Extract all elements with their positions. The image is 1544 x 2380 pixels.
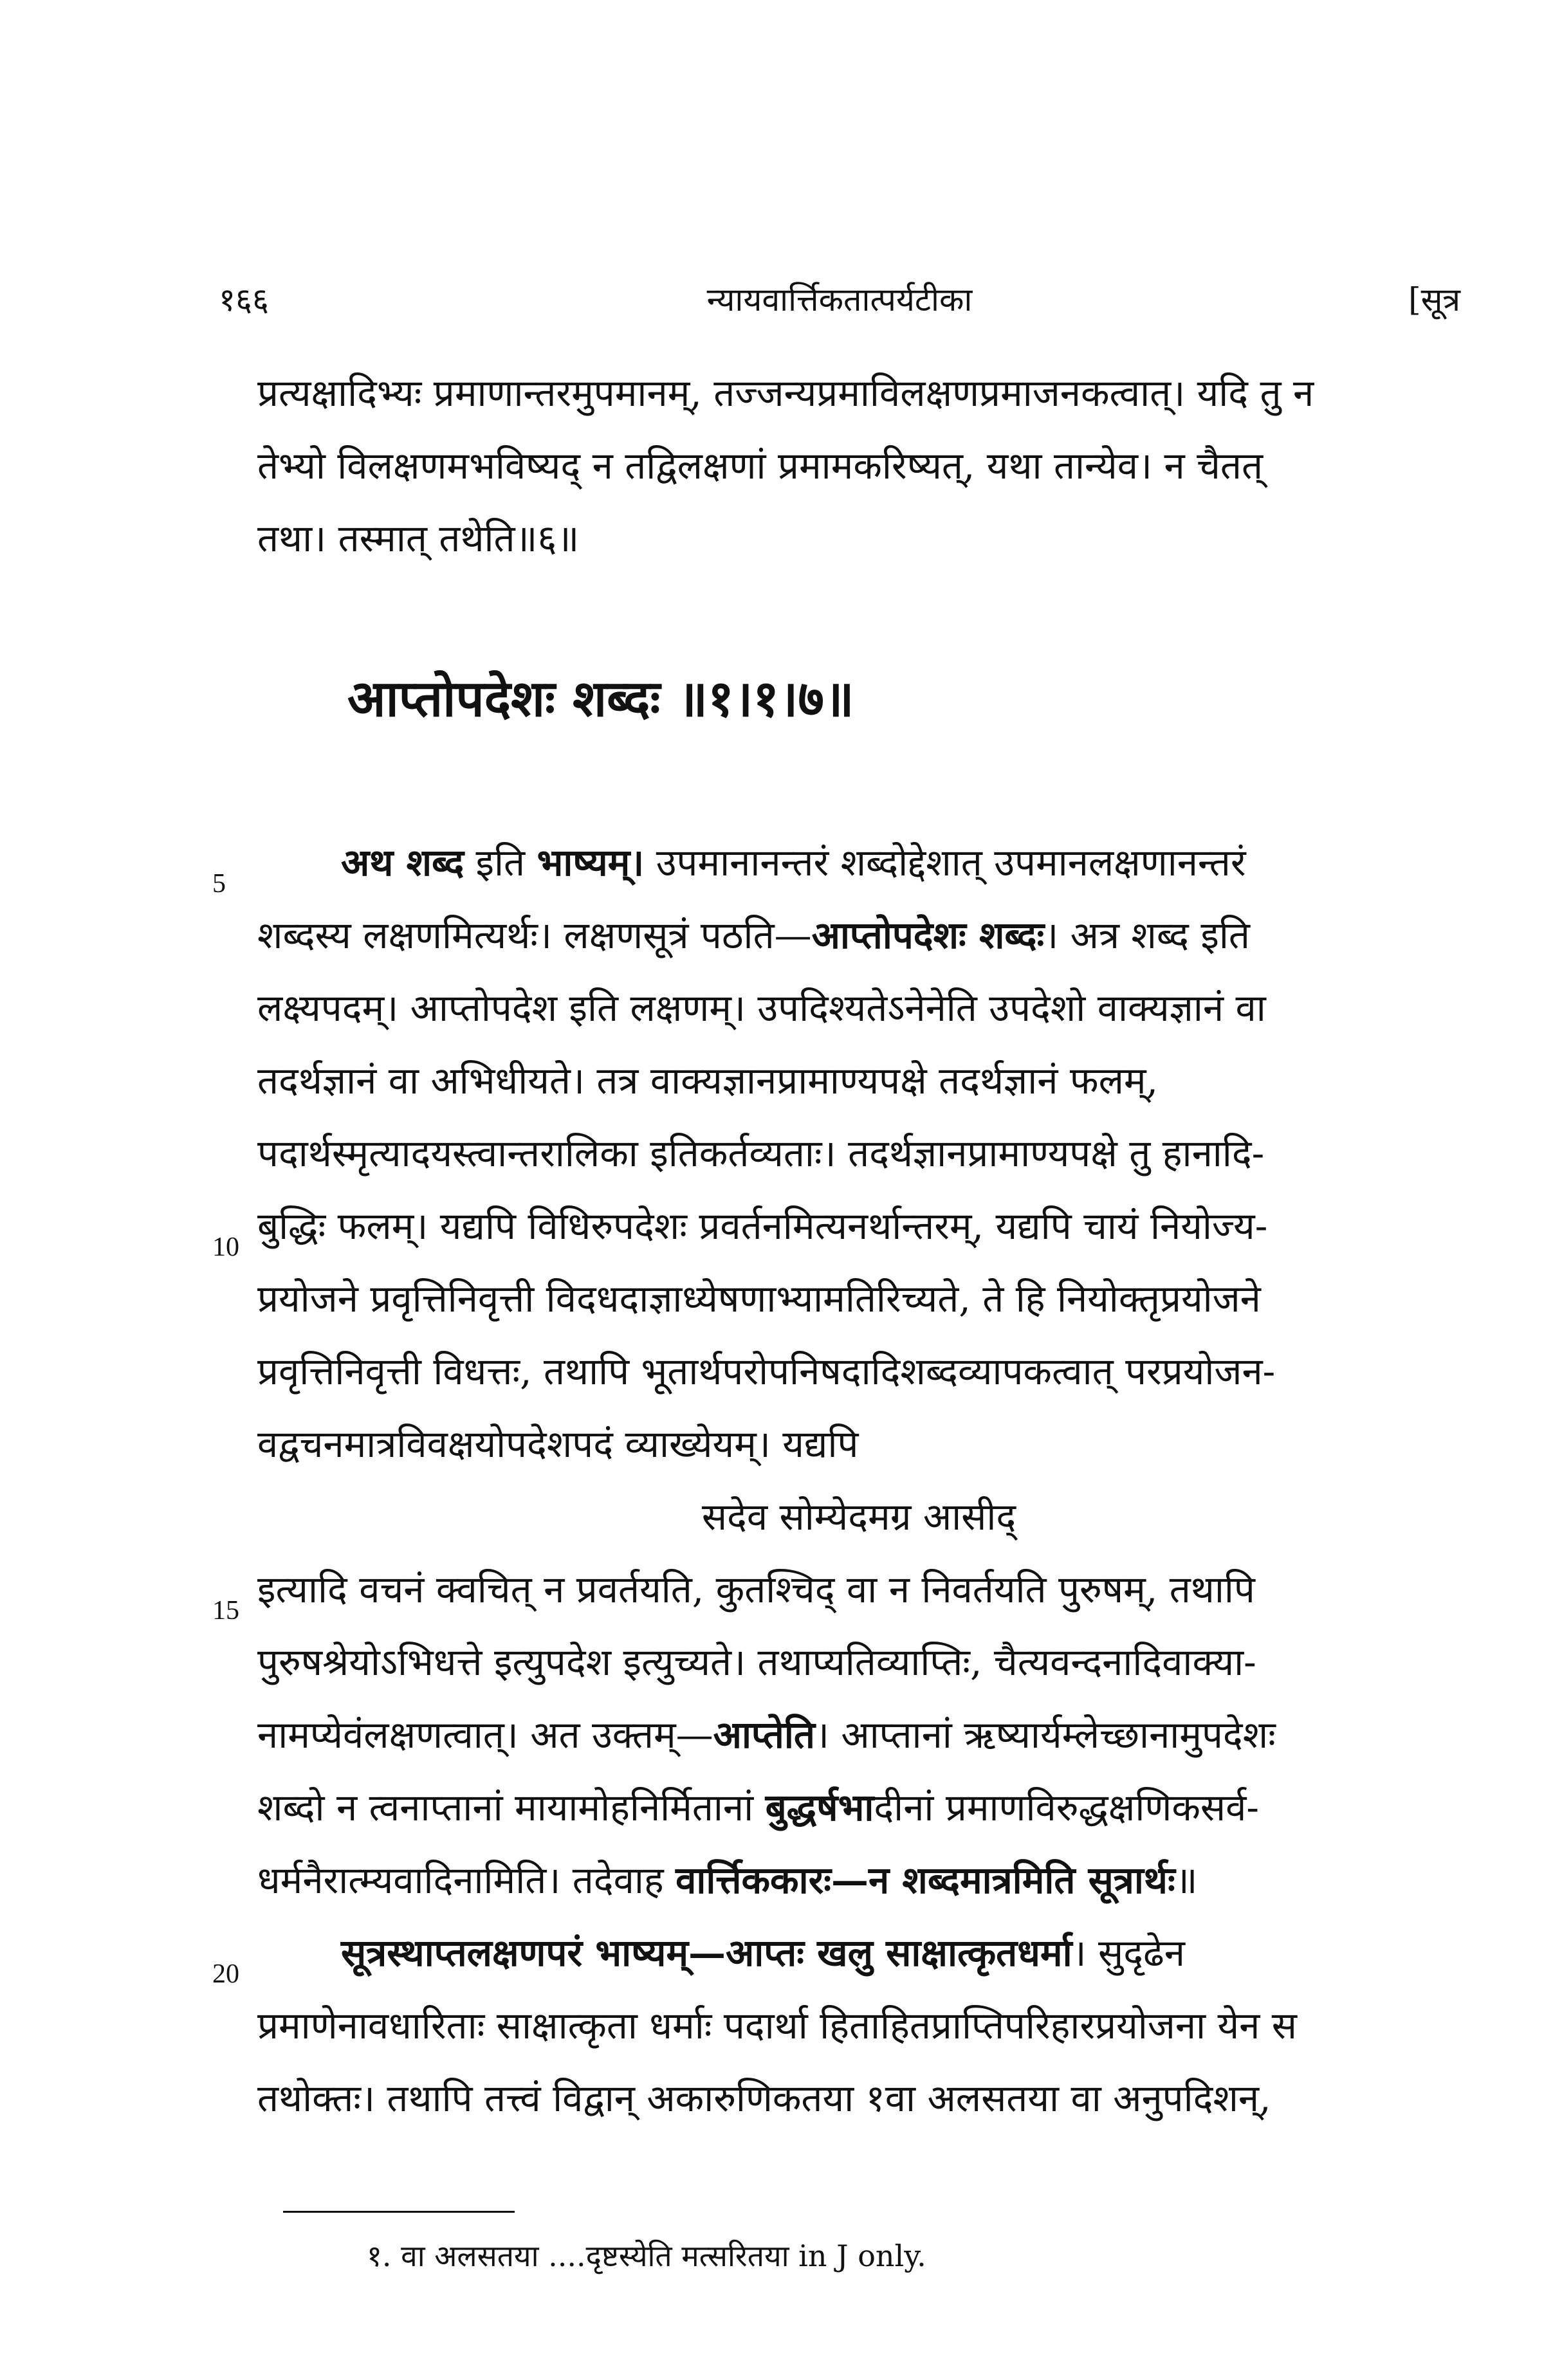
text-line: तथोक्तः। तथापि तत्त्वं विद्वान् अकारुणिकतया १वा अलसतया वा अनुपदिशन्, <box>257 2076 1271 2120</box>
commentary-body <box>257 827 1460 2135</box>
line-number: 5 <box>212 869 226 899</box>
footnote-divider <box>283 2211 515 2213</box>
footnote: १. वा अलसतया ....दृष्टस्येति मत्सरितया in J only. <box>367 2238 926 2273</box>
intro-paragraph <box>257 357 1460 575</box>
bold-phrase: भाष्यम्। <box>537 841 645 884</box>
text-span: उपमानानन्तरं शब्दोद्देशात् उपमानलक्षणानन्तरं <box>644 841 1246 884</box>
text-span: शब्दो न त्वनाप्तानां मायामोहनिर्मितानां <box>257 1786 766 1829</box>
text-line <box>257 899 1460 972</box>
text-span: । आप्तानां ऋष्यार्यम्लेच्छानामुपदेशः <box>814 1713 1276 1757</box>
text-line: तेभ्यो विलक्षणमभविष्यद् न तद्विलक्षणां प्रमामकरिष्यत्, यथा तान्येव। न चैतत् <box>257 444 1264 488</box>
text-span: । अत्र शब्द इति <box>1044 913 1250 957</box>
bold-phrase: बुद्धर्षभा <box>765 1786 874 1829</box>
text-span: शब्दस्य लक्षणमित्यर्थः। लक्षणसूत्रं पठति— <box>257 913 812 957</box>
sutra-heading: आप्तोपदेशः शब्दः ॥१।१।७॥ <box>347 670 854 728</box>
running-title: न्यायवार्त्तिकतात्पर्यटीका <box>706 281 973 318</box>
text-line: प्रमाणेनावधारिताः साक्षात्कृता धर्माः पदार्था हिताहितप्राप्तिपरिहारप्रयोजना येन स <box>257 2004 1297 2047</box>
text-span: नामप्येवंलक्षणत्वात्। अत उक्तम्— <box>257 1713 713 1757</box>
text-line: लक्ष्यपदम्। आप्तोपदेश इति लक्षणम्। उपदिश्यतेऽनेनेति उपदेशो वाक्यज्ञानं वा <box>257 986 1266 1030</box>
text-line: प्रयोजने प्रवृत्तिनिवृत्ती विदधदाज्ञाध्येषणाभ्यामतिरिच्यते, ते हि नियोक्तृप्रयोजने <box>257 1277 1261 1321</box>
text-line: वद्वचनमात्रविवक्षयोपदेशपदं व्याख्येयम्। यद्यपि <box>257 1422 859 1466</box>
text-line <box>257 827 1460 899</box>
text-line <box>257 1771 1460 1844</box>
bold-phrase: अथ शब्द <box>341 841 464 884</box>
text-line: तथा। तस्मात् तथेति॥६॥ <box>257 517 580 560</box>
text-line: इत्यादि वचनं क्वचित् न प्रवर्तयति, कुतश्चिद् वा न निवर्तयति पुरुषम्, तथापि <box>257 1568 1255 1611</box>
bold-phrase: सूत्रस्थाप्तलक्षणपरं <box>341 1931 596 1975</box>
text-line <box>257 1844 1460 1917</box>
text-line: पुरुषश्रेयोऽभिधत्ते इत्युपदेश इत्युच्यते। तथाप्यतिव्याप्तिः, चैत्यवन्दनादिवाक्या- <box>257 1640 1256 1684</box>
text-span: इति <box>464 841 537 884</box>
text-span: ॥ <box>1175 1858 1198 1902</box>
bold-phrase: आप्तेति <box>713 1713 815 1757</box>
bold-phrase: वार्त्तिककारः—न शब्दमात्रमिति सूत्रार्थः <box>676 1858 1175 1902</box>
text-span: दीनां प्रमाणविरुद्धक्षणिकसर्व- <box>874 1786 1259 1829</box>
section-marker: [सूत्र <box>1408 281 1460 318</box>
text-line <box>257 1917 1460 1990</box>
bold-phrase: भाष्यम्—आप्तः खलु साक्षात्कृतधर्मा <box>595 1931 1072 1975</box>
page-header <box>219 277 1460 328</box>
quoted-verse: सदेव सोम्येदमग्र आसीद् <box>701 1495 1016 1539</box>
text-line: प्रत्यक्षादिभ्यः प्रमाणान्तरमुपमानम्, तज्जन्यप्रमाविलक्षणप्रमाजनकत्वात्। यदि तु न <box>257 371 1314 415</box>
line-number: 20 <box>212 1959 239 1989</box>
text-line: पदार्थस्मृत्यादयस्त्वान्तरालिका इतिकर्तव्यताः। तदर्थज्ञानप्रामाण्यपक्षे तु हानादि- <box>257 1131 1265 1175</box>
text-span: धर्मनैरात्म्यवादिनामिति। तदेवाह <box>257 1858 676 1902</box>
text-line <box>257 1699 1460 1771</box>
page-number: १६६ <box>219 281 269 318</box>
text-span: । सुदृढेन <box>1072 1931 1185 1975</box>
text-line: तदर्थज्ञानं वा अभिधीयते। तत्र वाक्यज्ञानप्रामाण्यपक्षे तदर्थज्ञानं फलम्, <box>257 1059 1159 1103</box>
text-line: प्रवृत्तिनिवृत्ती विधत्तः, तथापि भूतार्थपरोपनिषदादिशब्दव्यापकत्वात् परप्रयोजन- <box>257 1350 1276 1393</box>
bold-phrase: आप्तोपदेशः शब्दः <box>811 913 1045 957</box>
line-number: 15 <box>212 1596 239 1625</box>
text-line: बुद्धिः फलम्। यद्यपि विधिरुपदेशः प्रवर्तनमित्यनर्थान्तरम्, यद्यपि चायं नियोज्य- <box>257 1204 1268 1248</box>
line-number: 10 <box>212 1232 239 1262</box>
